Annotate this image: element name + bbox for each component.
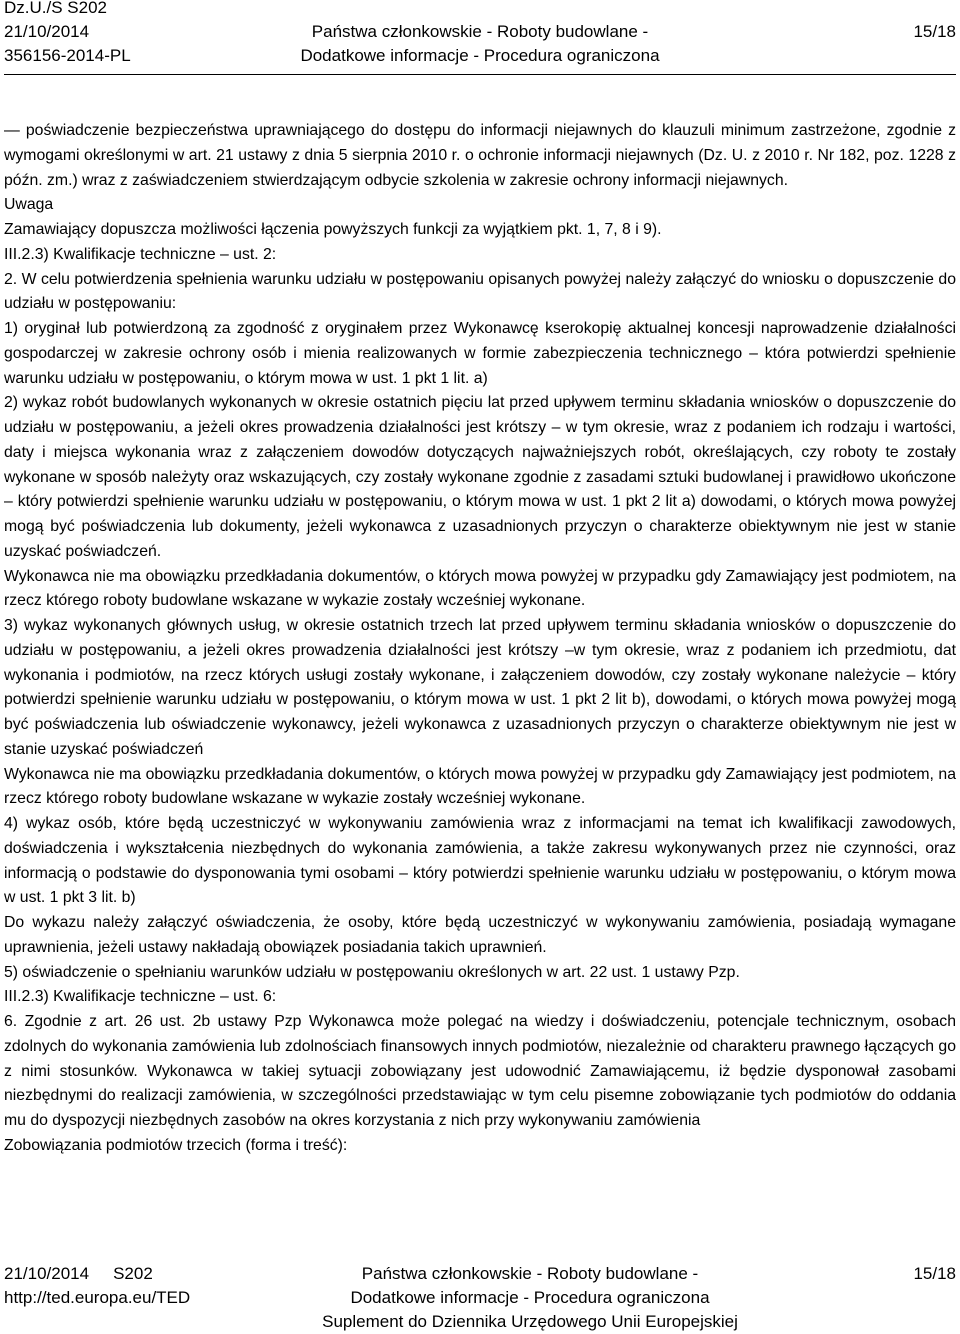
paragraph-third-party: Zobowiązania podmiotów trzecich (forma i treść): xyxy=(4,1136,348,1154)
paragraph-item-2: 2. W celu potwierdzenia spełnienia warunku udziału w postępowaniu opisanych powyżej należy załączyć do wniosku o dopuszczenie do udziału w postępowaniu: xyxy=(4,270,956,313)
doc-date: 21/10/2014 xyxy=(4,22,90,41)
doc-id: Dz.U./S S202 xyxy=(4,0,107,17)
paragraph-note-text: Zamawiający dopuszcza możliwości łączenia powyższych funkcji za wyjątkiem pkt. 1, 7, 8 i 9). xyxy=(4,221,662,238)
document-body xyxy=(4,119,956,1159)
paragraph-item-6: 6. Zgodnie z art. 26 ust. 2b ustawy Pzp Wykonawca może polegać na wiedzy i doświadczeniu, potencjale technicznym, osobach zdolnych do wykonania zamówienia lub zdolnościach finansowych innych podmiotów, niezależnie od charakteru prawnego łączących go z nimi stosunków. Wykonawca w takiej sytuacji zobowiązany jest udowodnić Zamawiającemu, iż będzie dysponował zasobami niezbędnymi do realizacji zamówienia, w szczególności przedstawiając w tym celu pisemne zobowiązanie tych podmiotów do oddania mu do dyspozycji niezbędnych zasobów na okres korzystania z nich przy wykonywaniu zamówienia xyxy=(4,1013,956,1129)
footer-date: 21/10/2014 xyxy=(4,1264,90,1283)
paragraph-item-5: 5) oświadczenie o spełnianiu warunków udziału w postępowaniu określonych w art. 22 ust. 1 ustawy Pzp. xyxy=(4,963,740,981)
page-header xyxy=(0,0,960,72)
header-title xyxy=(0,20,960,68)
header-title-line1: Państwa członkowskie - Roboty budowlane - xyxy=(311,22,649,41)
paragraph-note-heading: Uwaga xyxy=(4,196,54,214)
paragraph-clearance: — poświadczenie bezpieczeństwa uprawniającego do dostępu do informacji niejawnych do klauzuli minimum zastrzeżone, zgodnie z wymogami określonymi w art. 21 ustawy z dnia 5 sierpnia 2010 r. o ochronie informacji niejawnych (Dz. U. z 2010 r. Nr 182, poz. 1228 z późn. zm.) wraz z zaświadczeniem stwierdzającym odbycie szkolenia w zakresie ochrony informacji niejawnych. xyxy=(4,122,956,189)
footer-title xyxy=(0,1262,960,1334)
paragraph-contractor-note-2: Wykonawca nie ma obowiązku przedkładania dokumentów, o których mowa powyżej w przypadku gdy Zamawiający jest podmiotem, na rzecz którego roboty budowlane wskazane w wykazie zostały wcześniej wykonane. xyxy=(4,765,956,808)
footer-title-line3: Suplement do Dziennika Urzędowego Unii Europejskiej xyxy=(322,1312,738,1331)
section-heading-ust-2: III.2.3) Kwalifikacje techniczne – ust. 2: xyxy=(4,245,277,263)
footer-url: http://ted.europa.eu/TED xyxy=(4,1288,191,1307)
header-page-number: 15/18 xyxy=(913,22,956,41)
footer-page-number: 15/18 xyxy=(913,1264,956,1283)
page-footer xyxy=(0,1258,960,1334)
header-title-line2: Dodatkowe informacje - Procedura ograniczona xyxy=(300,46,660,65)
paragraph-item-4-persons: 4) wykaz osób, które będą uczestniczyć w wykonywaniu zamówienia wraz z informacjami na temat ich kwalifikacji zawodowych, doświadczenia i wykształcenia niezbędnych do wykonania zamówienia, a także zakresu wykonywanych przez nie czynności, oraz informacją o podstawie do dysponowania tymi osobami – który potwierdzi spełnienie warunku udziału w postępowaniu, o którym mowa w ust. 1 pkt 3 lit. b) xyxy=(4,815,956,907)
header-divider xyxy=(4,74,956,75)
paragraph-item-1-licence: 1) oryginał lub potwierdzoną za zgodność z oryginałem przez Wykonawcę kserokopię aktualnej koncesji naprowadzenie działalności gospodarczej w zakresie ochrony osób i mienia realizowanych w formie zabezpieczenia technicznego – która potwierdzi spełnienie warunku udziału w postępowaniu, o którym mowa w ust. 1 pkt 1 lit. a) xyxy=(4,320,956,387)
footer-series: S202 xyxy=(113,1264,153,1283)
paragraph-item-2-works: 2) wykaz robót budowlanych wykonanych w okresie ostatnich pięciu lat przed upływem terminu składania wniosków o dopuszczenie do udziału w postępowaniu, a jeżeli okres prowadzenia działalności jest krótszy – w tym okresie, wraz z podaniem ich rodzaju i wartości, daty i miejsca wykonania wraz z załączeniem dowodów dotyczących najważniejszych robót, określających, czy roboty te zostały wykonane w sposób należyty oraz wskazujących, czy zostały wykonane zgodnie z zasadami sztuki budowlanej i prawidłowo ukończone – który potwierdzi spełnienie warunku udziału w postępowaniu, o którym mowa w ust. 1 pkt 2 lit a) dowodami, o których mowa powyżej mogą być poświadczenia lub dokumenty, jeżeli wykonawca z uzasadnionych przyczyn o charakterze obiektywnym nie jest w stanie uzyskać poświadczeń. xyxy=(4,394,956,560)
doc-ref: 356156-2014-PL xyxy=(4,46,131,65)
section-heading-ust-6: III.2.3) Kwalifikacje techniczne – ust. 6: xyxy=(4,988,277,1006)
footer-title-line1: Państwa członkowskie - Roboty budowlane - xyxy=(361,1264,699,1283)
paragraph-statements: Do wykazu należy załączyć oświadczenia, że osoby, które będą uczestniczyć w wykonywaniu zamówienia, posiadają wymagane uprawnienia, jeżeli ustawy nakładają obowiązek posiadania takich uprawnień. xyxy=(4,914,956,956)
paragraph-contractor-note-1: Wykonawca nie ma obowiązku przedkładania dokumentów, o których mowa powyżej w przypadku gdy Zamawiający jest podmiotem, na rzecz którego roboty budowlane wskazane w wykazie zostały wcześniej wykonane. xyxy=(4,567,956,610)
paragraph-item-3-services: 3) wykaz wykonanych głównych usług, w okresie ostatnich trzech lat przed upływem terminu składania wniosków o dopuszczenie do udziału w postępowaniu, a jeżeli okres prowadzenia działalności jest krótszy –w tym okresie, wraz z podaniem ich przedmiotu, dat wykonania i podmiotów, na rzecz których usługi zostały wykonane, i załączeniem dowodów, czy zostały wykonane należycie – który potwierdzi spełnienie warunku udziału w postępowaniu, o którym mowa w ust. 1 pkt 2 lit b), dowodami, o których mowa powyżej mogą być poświadczenia lub oświadczenie wykonawcy, jeżeli wykonawca z uzasadnionych przyczyn o charakterze obiektywnym nie jest w stanie uzyskać poświadczeń xyxy=(4,617,956,758)
footer-title-line2: Dodatkowe informacje - Procedura ograniczona xyxy=(350,1288,710,1307)
